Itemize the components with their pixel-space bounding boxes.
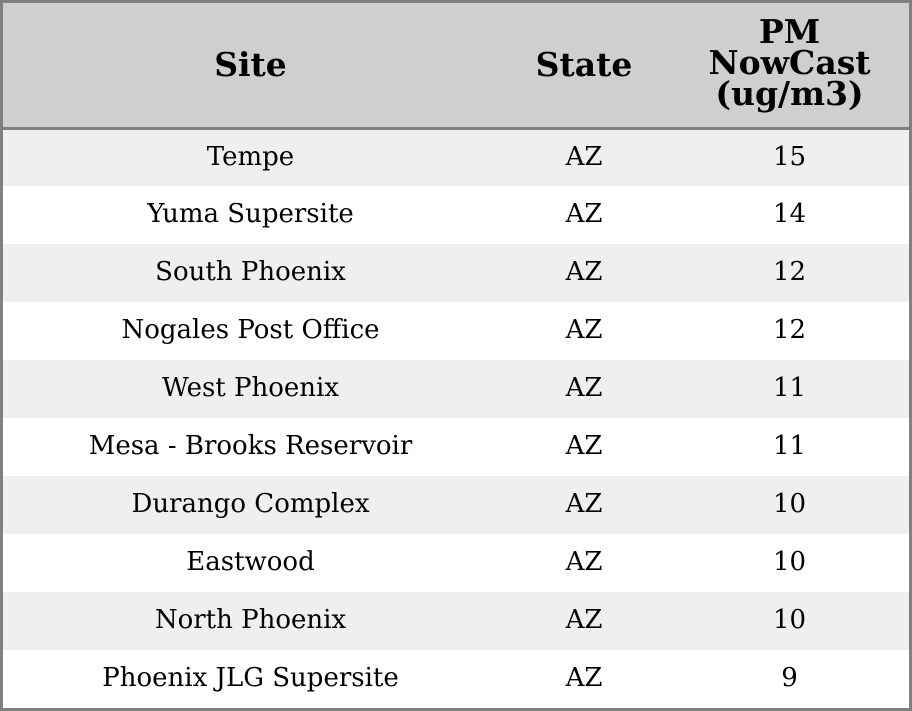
cell-pm-value: 15 [772, 141, 807, 172]
data-table [3, 3, 909, 708]
header-row [3, 3, 909, 128]
cell-pm-value: 12 [772, 257, 807, 287]
header-state: State [498, 3, 670, 128]
table-row [3, 476, 909, 534]
cell-site: Phoenix JLG Supersite [102, 663, 399, 693]
cell-pm-value: 12 [772, 315, 807, 345]
cell-site: South Phoenix [155, 257, 346, 287]
cell-site: West Phoenix [161, 373, 340, 403]
table-row [3, 360, 909, 418]
table-body [3, 128, 909, 708]
cell-state: AZ [565, 489, 603, 519]
table-row [3, 244, 909, 302]
cell-pm-value: 10 [772, 605, 807, 635]
cell-state: AZ [565, 547, 603, 577]
cell-site: Durango Complex [131, 489, 370, 519]
cell-pm-value: 11 [772, 431, 807, 461]
header-pm-nowcast [670, 3, 909, 128]
cell-site: Mesa - Brooks Reservoir [88, 431, 413, 461]
table-row [3, 592, 909, 650]
cell-pm-value: 10 [772, 489, 807, 519]
cell-pm-value: 11 [772, 373, 807, 403]
cell-state: AZ [565, 605, 603, 635]
table-row [3, 302, 909, 360]
table-row [3, 186, 909, 244]
header-site: Site [3, 3, 498, 128]
cell-pm-value: 9 [781, 663, 798, 693]
table-row [3, 650, 909, 708]
cell-state: AZ [565, 431, 603, 461]
cell-site: Yuma Supersite [147, 199, 354, 229]
cell-site: Nogales Post Office [121, 315, 380, 345]
header-pm-line-1: PM [758, 12, 821, 52]
cell-state: AZ [565, 373, 603, 403]
table-row [3, 418, 909, 476]
cell-pm-value: 10 [772, 547, 807, 577]
header-pm-line-2: NowCast [708, 43, 871, 83]
cell-state: AZ [565, 257, 603, 287]
header-pm-line-3: (ug/m3) [715, 74, 864, 114]
cell-site: North Phoenix [154, 605, 347, 635]
table-row [3, 128, 909, 186]
cell-state: AZ [565, 141, 603, 172]
cell-pm-value: 14 [772, 199, 807, 229]
table-row [3, 534, 909, 592]
cell-state: AZ [565, 663, 603, 693]
cell-state: AZ [565, 199, 603, 229]
cell-site: Tempe [206, 141, 295, 172]
cell-site: Eastwood [186, 547, 315, 577]
cell-state: AZ [565, 315, 603, 345]
